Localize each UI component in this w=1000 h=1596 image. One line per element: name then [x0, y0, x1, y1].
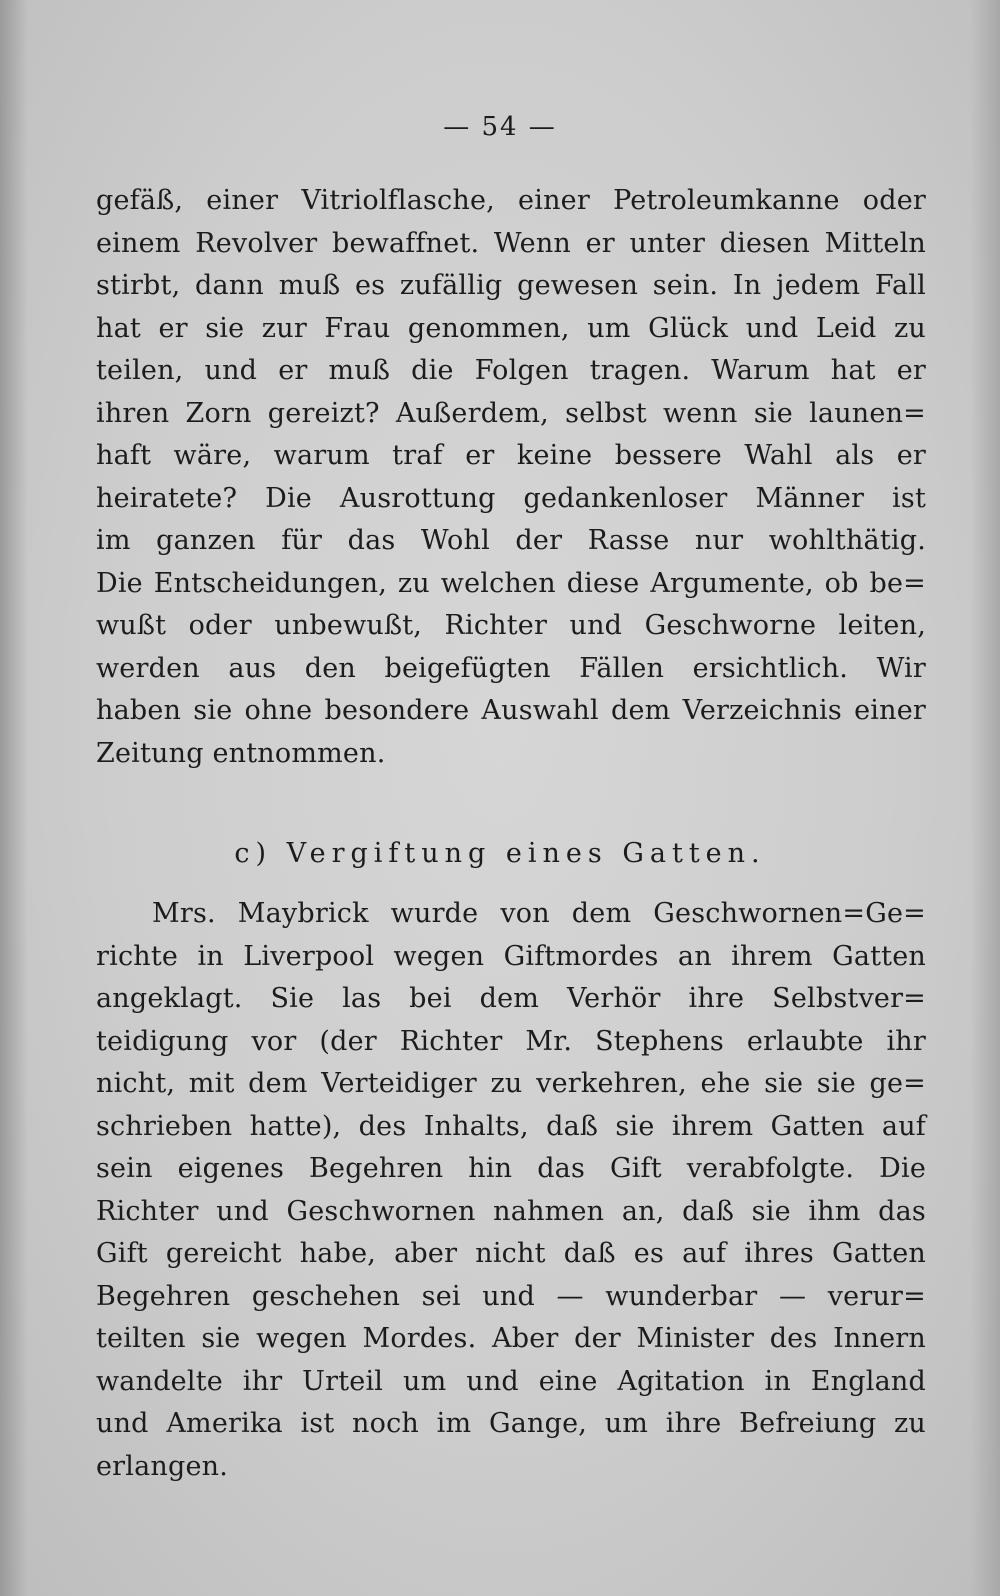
text-line: teidigung vor (der Richter Mr. Stephens erlaubte ihr	[96, 1025, 926, 1057]
paragraph-continuation	[96, 180, 926, 775]
text-line: haben sie ohne besondere Auswahl dem Verzeichnis einer	[96, 695, 926, 726]
text-line: im ganzen für das Wohl der Rasse nur wohlthätig.	[96, 525, 926, 556]
text-line: sein eigenes Begehren hin das Gift verabfolgte. Die	[96, 1153, 926, 1184]
text-line: stirbt, dann muß es zufällig gewesen sein. In jedem Fall	[96, 270, 926, 301]
text-line: nicht, mit dem Verteidiger zu verkehren, ehe sie sie ge=	[96, 1068, 926, 1099]
text-line: wandelte ihr Urteil um und eine Agitation in England	[96, 1365, 926, 1397]
text-line: richte in Liverpool wegen Giftmordes an ihrem Gatten	[96, 940, 926, 972]
text-line: einem Revolver bewaffnet. Wenn er unter diesen Mitteln	[96, 227, 926, 259]
text-line: teilen, und er muß die Folgen tragen. Warum hat er	[96, 355, 926, 386]
text-line: Mrs. Maybrick wurde von dem Geschwornen=Ge=	[152, 898, 926, 929]
text-line: haft wäre, warum traf er keine bessere Wahl als er	[96, 440, 926, 471]
text-line: heiratete? Die Ausrottung gedankenloser Männer ist	[96, 482, 926, 514]
text-line: gefäß, einer Vitriolflasche, einer Petroleumkanne oder	[96, 185, 926, 216]
text-line: ihren Zorn gereizt? Außerdem, selbst wenn sie launen=	[96, 397, 926, 429]
text-line: und Amerika ist noch im Gange, um ihre Befreiung zu	[96, 1408, 926, 1439]
text-line: erlangen.	[96, 1450, 229, 1482]
text-line: Richter und Geschwornen nahmen an, daß sie ihm das	[96, 1195, 926, 1227]
text-line: werden aus den beigefügten Fällen ersichtlich. Wir	[96, 652, 926, 684]
page-number: — 54 —	[443, 112, 557, 142]
section-heading: c) Vergiftung eines Gatten.	[234, 838, 766, 869]
page-edge-shadow-left	[0, 0, 28, 1596]
text-line: teilten sie wegen Mordes. Aber der Minister des Innern	[96, 1323, 926, 1354]
paragraph-maybrick-case	[96, 893, 926, 1488]
text-line: Begehren geschehen sei und — wunderbar — verur=	[96, 1280, 926, 1312]
text-line: schrieben hatte), des Inhalts, daß sie ihrem Gatten auf	[96, 1110, 926, 1142]
page-edge-shadow-right	[970, 0, 1000, 1596]
text-line: Gift gereicht habe, aber nicht daß es auf ihres Gatten	[96, 1238, 926, 1269]
text-line: wußt oder unbewußt, Richter und Geschworne leiten,	[96, 610, 926, 641]
text-line: Die Entscheidungen, zu welchen diese Argumente, ob be=	[96, 567, 926, 599]
text-line: hat er sie zur Frau genommen, um Glück und Leid zu	[96, 312, 926, 344]
text-line: angeklagt. Sie las bei dem Verhör ihre Selbstver=	[96, 983, 926, 1014]
text-line: Zeitung entnommen.	[96, 737, 386, 769]
